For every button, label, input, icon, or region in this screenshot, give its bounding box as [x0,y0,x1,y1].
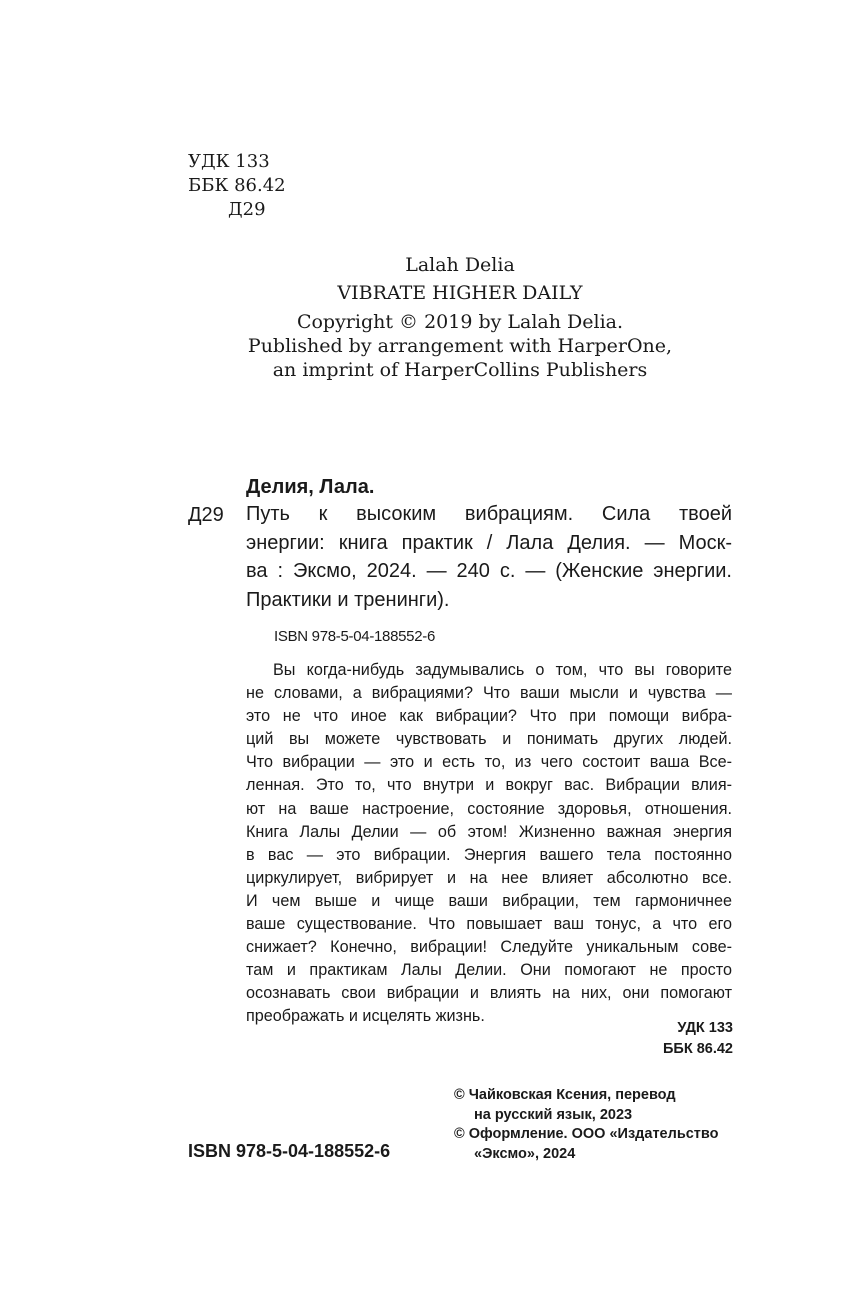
copyright-notices [454,1086,718,1164]
annotation-line: в вас — это вибрации. Энергия вашего тела постоянно [246,845,732,864]
annotation-line: Книга Лалы Делии — об этом! Жизненно важная энергия [246,822,732,841]
entry-isbn: ISBN 978-5-04-188552-6 [274,628,436,645]
annotation-line: осознавать свои вибрации и влиять на них, они помогают [246,984,732,1003]
bbk-code-bottom: ББК 86.42 [662,1041,733,1057]
annotation-line: преображать и исцелять жизнь. [246,1007,485,1026]
copyright-line: an imprint of HarperCollins Publishers [272,359,648,381]
annotation-line: циркулирует, вибрирует и на нее влияет абсолютно все. [246,868,732,887]
description-line: ва : Эксмо, 2024. — 240 с. — (Женские энергии. [246,560,732,582]
annotation-line: Вы когда-нибудь задумывались о том, что вы говорите [273,661,732,679]
classification-bottom [630,1018,733,1060]
udk-code-bottom: УДК 133 [677,1020,733,1036]
copyright-design: © Оформление. ООО «Издательство [454,1126,719,1142]
catalog-entry-author: Делия, Лала. [246,476,375,498]
copyright-line: Published by arrangement with HarperOne, [247,335,673,357]
annotation-line: снижает? Конечно, вибрации! Следуйте уникальным сове- [246,938,732,957]
annotation-line: не словами, а вибрациями? Что ваши мысли и чувства — [246,684,732,703]
annotation-line: это не что иное как вибрации? Что при помощи вибра- [246,707,732,726]
original-author: Lalah Delia [405,254,515,276]
copyright-line: Copyright © 2019 by Lalah Delia. [296,311,624,333]
annotation-line: там и практикам Лалы Делии. Они помогают не просто [246,961,732,980]
annotation-line: ций вы можете чувствовать и понимать других людей. [246,730,732,749]
copyright-translation-cont: на русский язык, 2023 [474,1106,633,1123]
original-edition-info [190,252,730,382]
bbk-code: ББК 86.42 [188,175,286,196]
description-line: Путь к высоким вибрациям. Сила твоей [246,503,732,525]
annotation-line: ют на ваше настроение, состояние здоровья, отношения. [246,799,732,818]
copyright-design-cont: «Эксмо», 2024 [474,1145,576,1162]
catalog-entry-description [246,500,732,614]
annotation-line: ленная. Это то, что внутри и вокруг вас. Вибрации влия- [246,776,732,795]
original-title: VIBRATE HIGHER DAILY [337,282,583,304]
isbn-footer: ISBN 978-5-04-188552-6 [188,1141,391,1161]
copyright-translation: © Чайковская Ксения, перевод [454,1087,676,1103]
annotation [246,659,732,1029]
catalog-entry-code: Д29 [188,504,224,526]
classification-block [188,150,286,222]
annotation-line: И чем выше и чище ваши вибрации, тем гармоничнее [246,891,732,910]
annotation-line: Что вибрации — это и есть то, из чего состоит ваша Все- [246,753,732,772]
description-line: энергии: книга практик / Лала Делия. — Моск- [246,531,732,554]
annotation-line: ваше существование. Что повышает ваш тонус, а что его [246,915,732,934]
description-line: Практики и тренинги). [246,588,450,611]
udk-code: УДК 133 [188,151,270,172]
author-mark: Д29 [228,199,266,220]
